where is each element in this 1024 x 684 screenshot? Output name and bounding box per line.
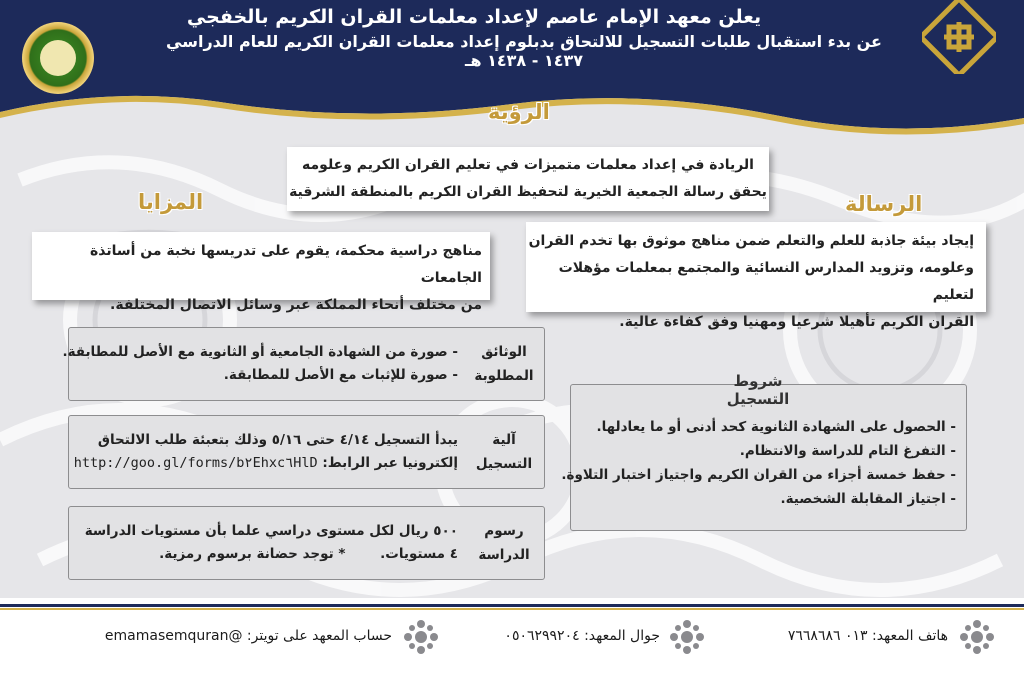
- documents-label: [474, 340, 534, 388]
- documents-box: [62, 327, 545, 401]
- registration-line1: يبدأ التسجيل ٤/١٤ حتى ٥/١٦ وذلك بتعبئة طلب الالتحاق: [97, 432, 458, 448]
- header-title: يعلن معهد الإمام عاصم لإعداد معلمات القران الكريم بالخفجي: [186, 6, 762, 28]
- documents-label-line1: الوثائق: [481, 344, 527, 360]
- footer-rule: [0, 604, 1024, 607]
- header-subtitle: عن بدء استقبال طلبات التسجيل للالتحاق بدبلوم إعداد معلمات القران الكريم للعام الدراسي ١٤٣٧ - ١٤٣٨ هـ: [166, 32, 882, 70]
- registration-link-label: إلكترونيا عبر الرابط:: [322, 455, 458, 471]
- footer: [0, 598, 1024, 684]
- fees-label-line2: الدراسة: [478, 547, 530, 563]
- vision-title: الرؤية: [488, 100, 550, 124]
- conditions-title: شروط التسجيل: [726, 372, 790, 408]
- institute-seal-icon: [22, 22, 94, 94]
- features-line2: من مختلف أنحاء المملكة عبر وسائل الاتصال المختلفة.: [110, 297, 482, 313]
- vision-card: [287, 147, 769, 211]
- registration-label-line2: التسجيل: [475, 456, 533, 472]
- ornament-icon: [958, 618, 996, 656]
- mission-card: [526, 222, 986, 330]
- features-card: [32, 232, 490, 313]
- fees-line2: ٤ مستويات.: [380, 546, 458, 562]
- registration-box: [68, 415, 545, 489]
- footer-phone: هاتف المعهد: ٠١٣ ٧٦٦٨٦٨٦: [787, 628, 948, 644]
- mission-title: الرسالة: [845, 192, 923, 216]
- footer-rule-gold: [0, 608, 1024, 610]
- registration-label-line1: آلية: [492, 432, 516, 448]
- condition-item-1: - الحصول على الشهادة الثانوية كحد أدنى أو ما يعادلها.: [596, 419, 956, 435]
- calligraphy-emblem-icon: [922, 0, 996, 74]
- condition-item-4: - اجتياز المقابلة الشخصية.: [780, 491, 956, 507]
- mission-line2: وعلومه، وتزويد المدارس النسائية والمجتمع بمعلمات مؤهلات لتعليم: [558, 260, 974, 303]
- features-title: المزايا: [138, 190, 204, 214]
- vision-line2: يحقق رسالة الجمعية الخيرية لتحفيظ القران الكريم بالمنطقة الشرقية: [289, 184, 767, 200]
- documents-label-line2: المطلوبة: [474, 368, 534, 384]
- registration-link[interactable]: http://goo.gl/forms/b٢Ehxc٦HlD: [73, 455, 318, 471]
- documents-item1: - صورة من الشهادة الجامعية أو الثانوية مع الأصل للمطابقة.: [62, 344, 458, 360]
- fees-line1: ٥٠٠ ريال لكل مستوى دراسي علما بأن مستويات الدراسة: [84, 523, 458, 539]
- fees-box: [68, 506, 545, 580]
- documents-item2: - صورة للإثبات مع الأصل للمطابقة.: [223, 367, 458, 383]
- ornament-icon: [402, 618, 440, 656]
- footer-mobile: جوال المعهد: ٠٥٠٦٢٩٩٢٠٤: [504, 628, 660, 644]
- registration-label: [474, 428, 534, 476]
- footer-twitter[interactable]: حساب المعهد على تويتر: @emamasemquran: [104, 628, 392, 644]
- condition-item-3: - حفظ خمسة أجزاء من القران الكريم واجتياز اختبار التلاوة.: [561, 467, 956, 483]
- fees-label: [474, 519, 534, 567]
- condition-item-2: - التفرغ التام للدراسة والانتظام.: [739, 443, 956, 459]
- ornament-icon: [668, 618, 706, 656]
- features-line1: مناهج دراسية محكمة، يقوم على تدريسها نخبة من أساتذة الجامعات: [89, 243, 482, 286]
- mission-line3: القران الكريم تأهيلا شرعيا ومهنيا وفق كفاءة عالية.: [619, 314, 974, 330]
- vision-line1: الريادة في إعداد معلمات متميزات في تعليم القران الكريم وعلومه: [302, 157, 754, 173]
- fees-note: * توجد حضانة برسوم رمزية.: [159, 546, 346, 562]
- fees-label-line1: رسوم: [484, 523, 524, 539]
- mission-line1: إيجاد بيئة جاذبة للعلم والتعلم ضمن مناهج موثوق بها تخدم القران: [528, 233, 974, 249]
